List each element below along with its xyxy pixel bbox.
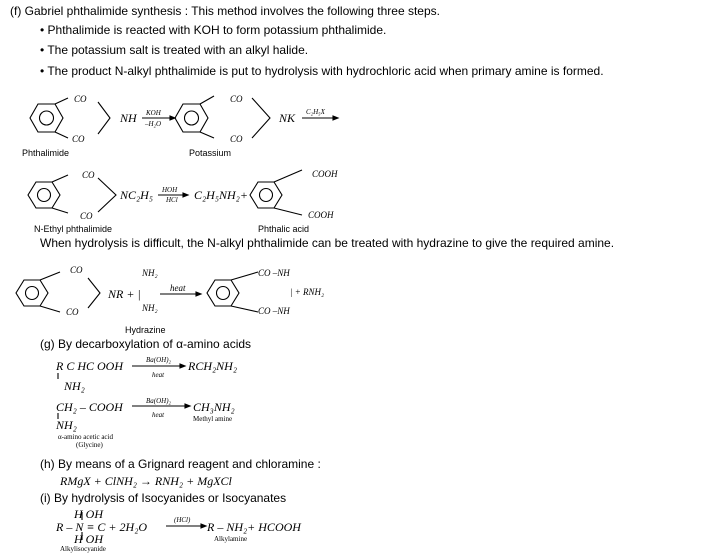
rnh2-product: | + RNH₂ [290, 287, 325, 297]
co-nh-group: CO –NH [258, 306, 290, 316]
compound-name: N-Ethyl phthalimide [34, 224, 113, 234]
nr-group: NR + | [108, 287, 141, 301]
co-group: CO [70, 265, 83, 275]
section-g-heading: (g) By decarboxylation of α-amino acids [40, 337, 252, 351]
compound-name: Alkylamine [214, 535, 248, 543]
equation-top-row: H OH [74, 507, 103, 521]
compound-name: Phthalimide [22, 148, 70, 158]
amino-group: NH₂ [56, 418, 77, 432]
n-ethyl-group: NC₂H₅ [120, 188, 154, 202]
co-group: CO [66, 307, 79, 317]
phthalimide-structure [30, 98, 110, 138]
compound-name: Phthalic acid [258, 224, 310, 234]
nh2-group: NH₂ [142, 268, 158, 278]
nh-group: NH [120, 111, 137, 125]
potassium-phthalimide-structure [175, 96, 270, 138]
compound-name: α-amino acetic acid [58, 433, 113, 441]
co-group: CO [230, 134, 243, 144]
section-f-heading: (f) Gabriel phthalimide synthesis : This method involves the following three steps. [10, 4, 440, 18]
compound-name: Alkylisocyanide [60, 545, 106, 553]
reagent-label: –H₂O [145, 120, 162, 128]
equation-lhs: R – N ≡ C + 2H₂O [56, 520, 148, 534]
cooh-group: COOH [312, 169, 338, 179]
n-ethyl-phthalimide-structure [28, 175, 116, 213]
co-group: CO [72, 134, 85, 144]
reagent-label: HOH [162, 186, 178, 194]
co-group: CO [80, 211, 93, 221]
reagent-label: heat [152, 371, 165, 379]
co-nh-group: CO –NH [258, 268, 290, 278]
reagent-label: Ba(OH)₂ [146, 397, 171, 405]
bullet-item: • Phthalimide is reacted with KOH to form potassium phthalimide. [40, 23, 387, 37]
reagent-label: Ba(OH)₂ [146, 356, 171, 364]
hydrazine-note: When hydrolysis is difficult, the N-alkyl phthalimide can be treated with hydrazine to give the required amine. [40, 236, 615, 250]
co-group: CO [74, 94, 87, 104]
n-alkyl-phthalimide-structure [16, 272, 100, 312]
bullet-item: • The potassium salt is treated with an alkyl halide. [40, 43, 309, 57]
equation-lhs: CH₂ – COOH [56, 400, 123, 414]
reagent-label: C₂H₅X [306, 108, 325, 116]
reagent-label: (HCl) [174, 516, 191, 524]
ethylamine-product: C₂H₅NH₂+ [194, 188, 248, 202]
equation-bottom-row: H OH [74, 532, 103, 546]
reagent-label: heat [170, 283, 186, 293]
compound-name: Methyl amine [193, 415, 233, 423]
equation-rhs: R – NH₂+ HCOOH [207, 520, 301, 534]
equation-rhs: RCH₂NH₂ [188, 359, 238, 373]
reagent-label: heat [152, 411, 165, 419]
phthalhydrazide-structure [207, 272, 258, 312]
equation-rhs: CH₃NH₂ [193, 400, 235, 414]
nk-group: NK [279, 111, 296, 125]
compound-name: Potassium [189, 148, 232, 158]
nh2-group: NH₂ [142, 303, 158, 313]
section-i-heading: (i) By hydrolysis of Isocyanides or Isocyanates [40, 491, 287, 505]
reagent-label: KOH [146, 109, 161, 117]
grignard-equation: RMgX + ClNH₂ → RNH₂ + MgXCl [60, 474, 232, 488]
bullet-item: • The product N-alkyl phthalimide is put to hydrolysis with hydrochloric acid when primary amine is formed. [40, 64, 604, 78]
compound-name: Hydrazine [125, 325, 166, 335]
equation-lhs: R C HC OOH [56, 359, 124, 373]
amino-group: NH₂ [64, 379, 85, 393]
reagent-label: HCl [166, 196, 178, 204]
phthalic-acid-structure [250, 170, 302, 215]
cooh-group: COOH [308, 210, 334, 220]
co-group: CO [230, 94, 243, 104]
compound-name: (Glycine) [76, 441, 103, 449]
section-h-heading: (h) By means of a Grignard reagent and chloramine : [40, 457, 321, 471]
co-group: CO [82, 170, 95, 180]
